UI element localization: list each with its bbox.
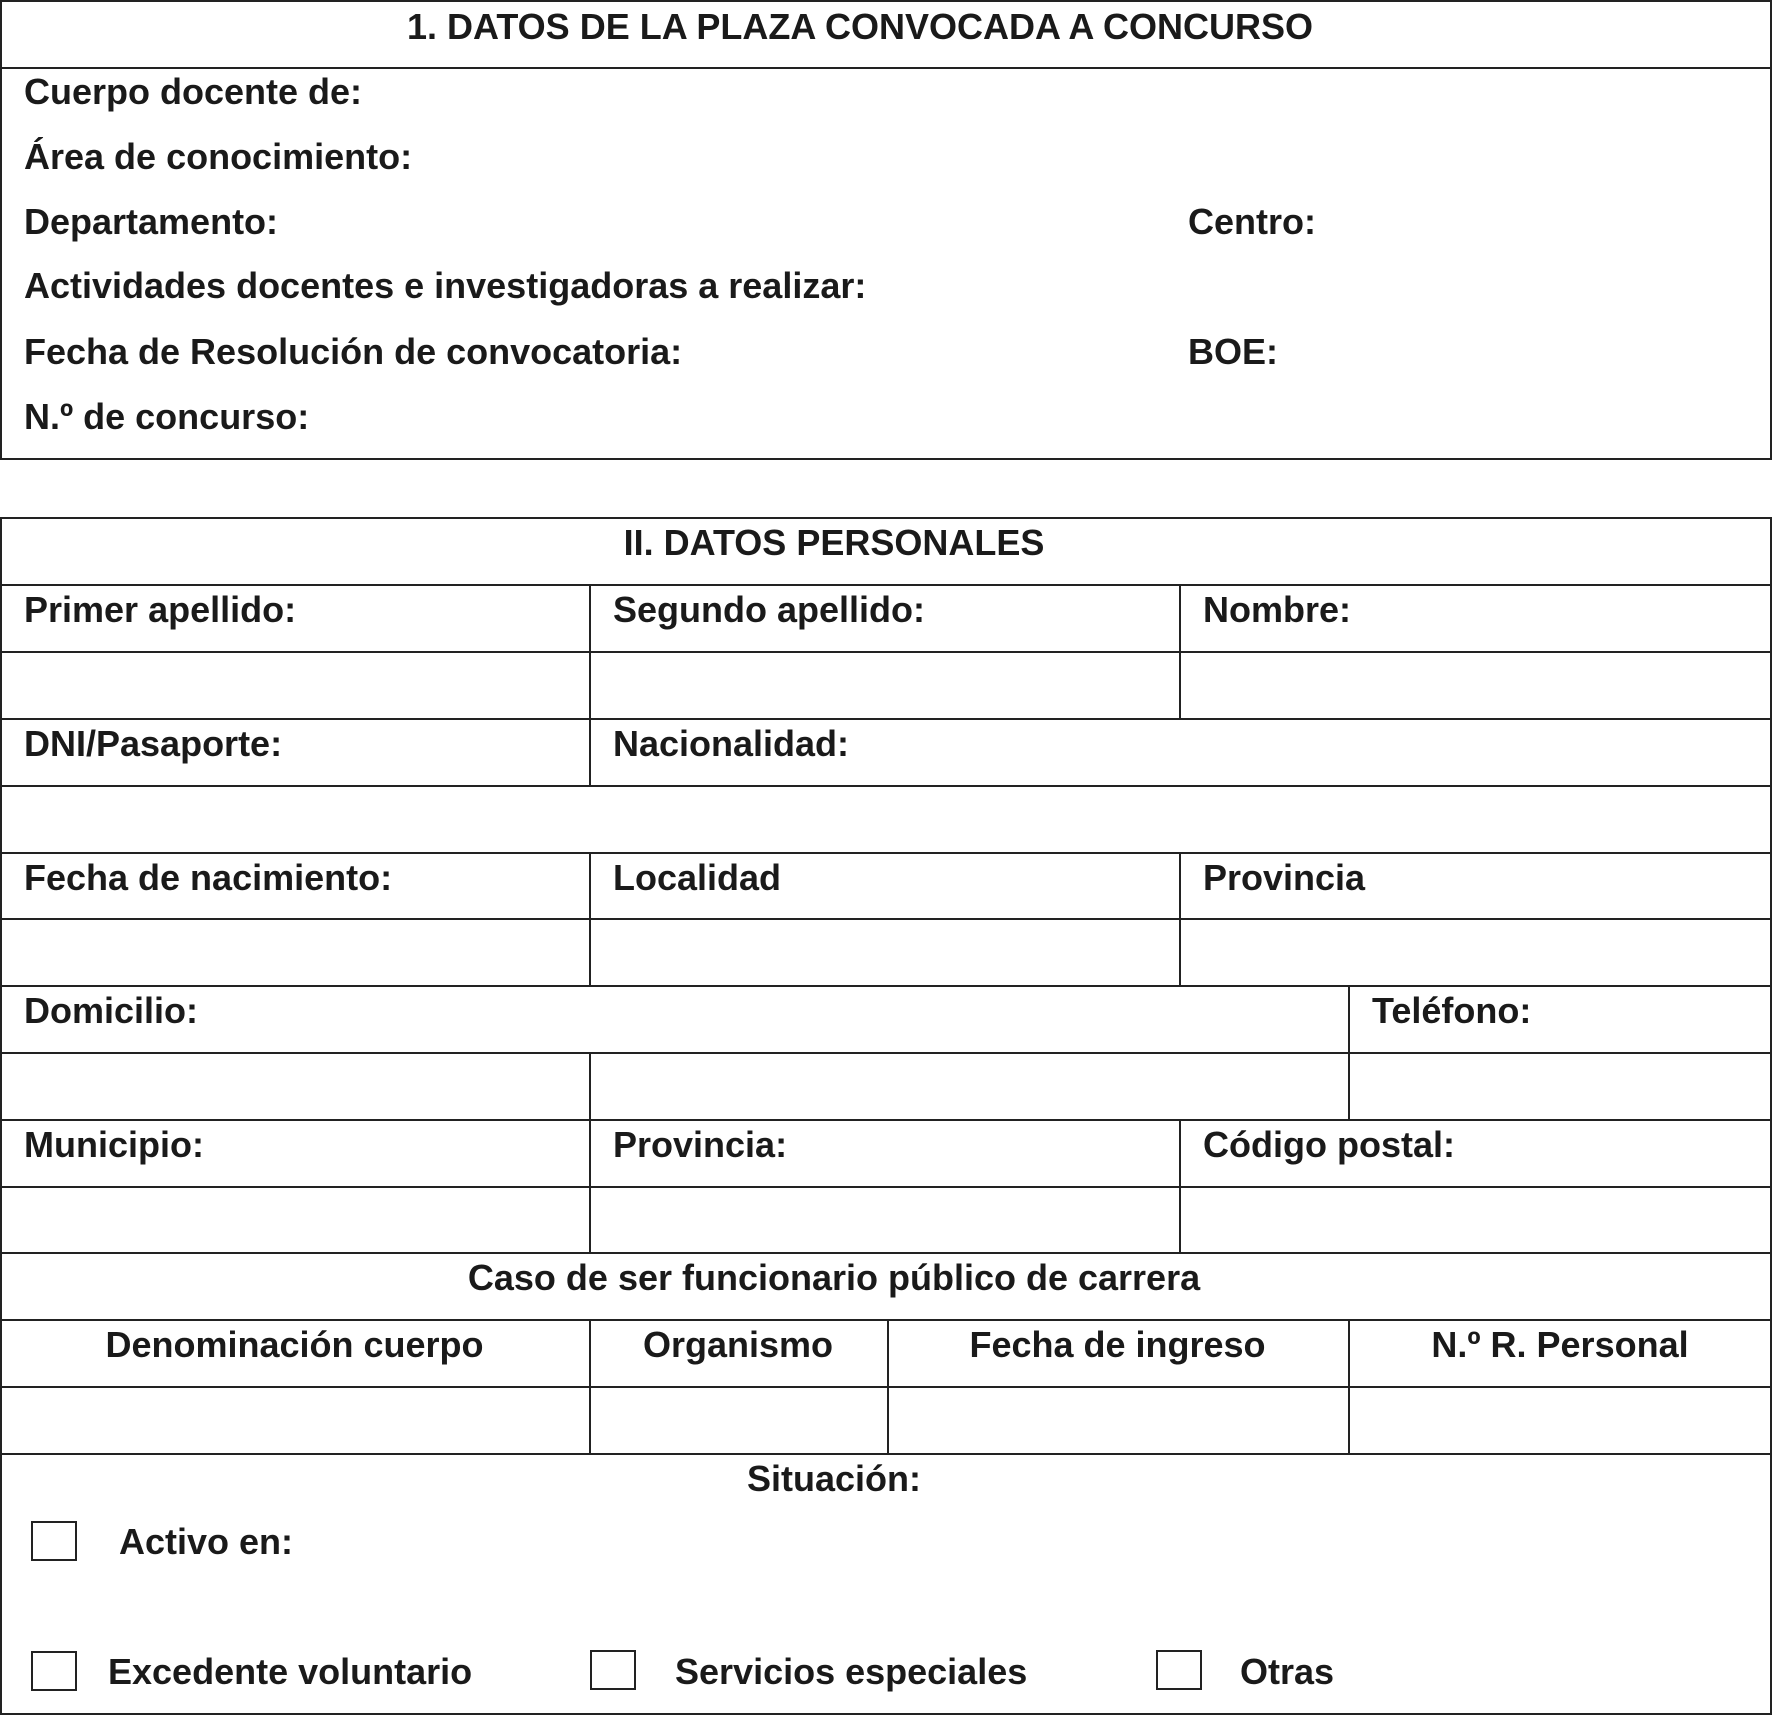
excedente-checkbox[interactable]	[31, 1651, 77, 1691]
domicilio-field[interactable]	[2, 1054, 1348, 1119]
denominacion-field[interactable]	[2, 1388, 589, 1453]
section-plaza-title: 1. DATOS DE LA PLAZA CONVOCADA A CONCURSO	[406, 6, 1314, 47]
label-nacionalidad: Nacionalidad:	[613, 723, 850, 764]
label-departamento: Departamento:	[24, 201, 279, 242]
fecha-nacimiento-field[interactable]	[2, 920, 589, 985]
label-domicilio: Domicilio:	[24, 990, 199, 1031]
dni-field[interactable]	[2, 787, 589, 852]
label-numero-concurso: N.º de concurso:	[24, 396, 310, 437]
label-codigo-postal: Código postal:	[1203, 1124, 1455, 1165]
provincia-nacimiento-field[interactable]	[1181, 920, 1770, 985]
divider	[0, 1453, 1772, 1455]
organismo-field[interactable]	[591, 1388, 887, 1453]
label-area-conocimiento: Área de conocimiento:	[24, 136, 413, 177]
telefono-field[interactable]	[1350, 1054, 1770, 1119]
label-cuerpo-docente: Cuerpo docente de:	[24, 71, 363, 112]
label-boe: BOE:	[1188, 331, 1278, 372]
nacionalidad-field[interactable]	[591, 787, 1770, 852]
label-actividades: Actividades docentes e investigadoras a realizar:	[24, 265, 867, 306]
activo-checkbox[interactable]	[31, 1521, 77, 1561]
divider	[0, 1119, 1772, 1121]
divider	[0, 584, 1772, 586]
header-nrp: N.º R. Personal	[1431, 1324, 1689, 1365]
provincia-field[interactable]	[591, 1188, 1179, 1252]
label-fecha-resolucion: Fecha de Resolución de convocatoria:	[24, 331, 683, 372]
divider	[0, 852, 1772, 854]
section-datos-personales-title: II. DATOS PERSONALES	[623, 522, 1045, 563]
nombre-field[interactable]	[1181, 653, 1770, 718]
primer-apellido-field[interactable]	[2, 653, 589, 718]
divider	[0, 67, 1772, 69]
divider	[0, 1252, 1772, 1254]
divider	[0, 1319, 1772, 1321]
label-dni-pasaporte: DNI/Pasaporte:	[24, 723, 283, 764]
municipio-field[interactable]	[2, 1188, 589, 1252]
label-localidad: Localidad	[613, 857, 782, 898]
label-municipio: Municipio:	[24, 1124, 204, 1165]
label-provincia: Provincia:	[613, 1124, 788, 1165]
label-excedente-voluntario: Excedente voluntario	[108, 1651, 473, 1692]
fecha-ingreso-field[interactable]	[889, 1388, 1348, 1453]
label-segundo-apellido: Segundo apellido:	[613, 589, 925, 630]
header-organismo: Organismo	[642, 1324, 834, 1365]
header-denominacion-cuerpo: Denominación cuerpo	[105, 1324, 484, 1365]
label-otras: Otras	[1240, 1651, 1335, 1692]
funcionario-heading: Caso de ser funcionario público de carrera	[467, 1257, 1201, 1298]
label-provincia-nacimiento: Provincia	[1203, 857, 1366, 898]
label-fecha-nacimiento: Fecha de nacimiento:	[24, 857, 393, 898]
divider	[0, 985, 1772, 987]
segundo-apellido-field[interactable]	[591, 653, 1179, 718]
nrp-field[interactable]	[1350, 1388, 1770, 1453]
label-centro: Centro:	[1188, 201, 1316, 242]
divider	[0, 718, 1772, 720]
otras-checkbox[interactable]	[1156, 1650, 1202, 1690]
label-servicios-especiales: Servicios especiales	[675, 1651, 1028, 1692]
header-fecha-ingreso: Fecha de ingreso	[969, 1324, 1266, 1365]
label-activo: Activo en:	[119, 1521, 294, 1562]
localidad-field[interactable]	[591, 920, 1179, 985]
label-nombre: Nombre:	[1203, 589, 1352, 630]
codigo-postal-field[interactable]	[1181, 1188, 1770, 1252]
servicios-especiales-checkbox[interactable]	[590, 1650, 636, 1690]
label-primer-apellido: Primer apellido:	[24, 589, 297, 630]
label-telefono: Teléfono:	[1372, 990, 1532, 1031]
situacion-heading: Situación:	[746, 1458, 921, 1499]
